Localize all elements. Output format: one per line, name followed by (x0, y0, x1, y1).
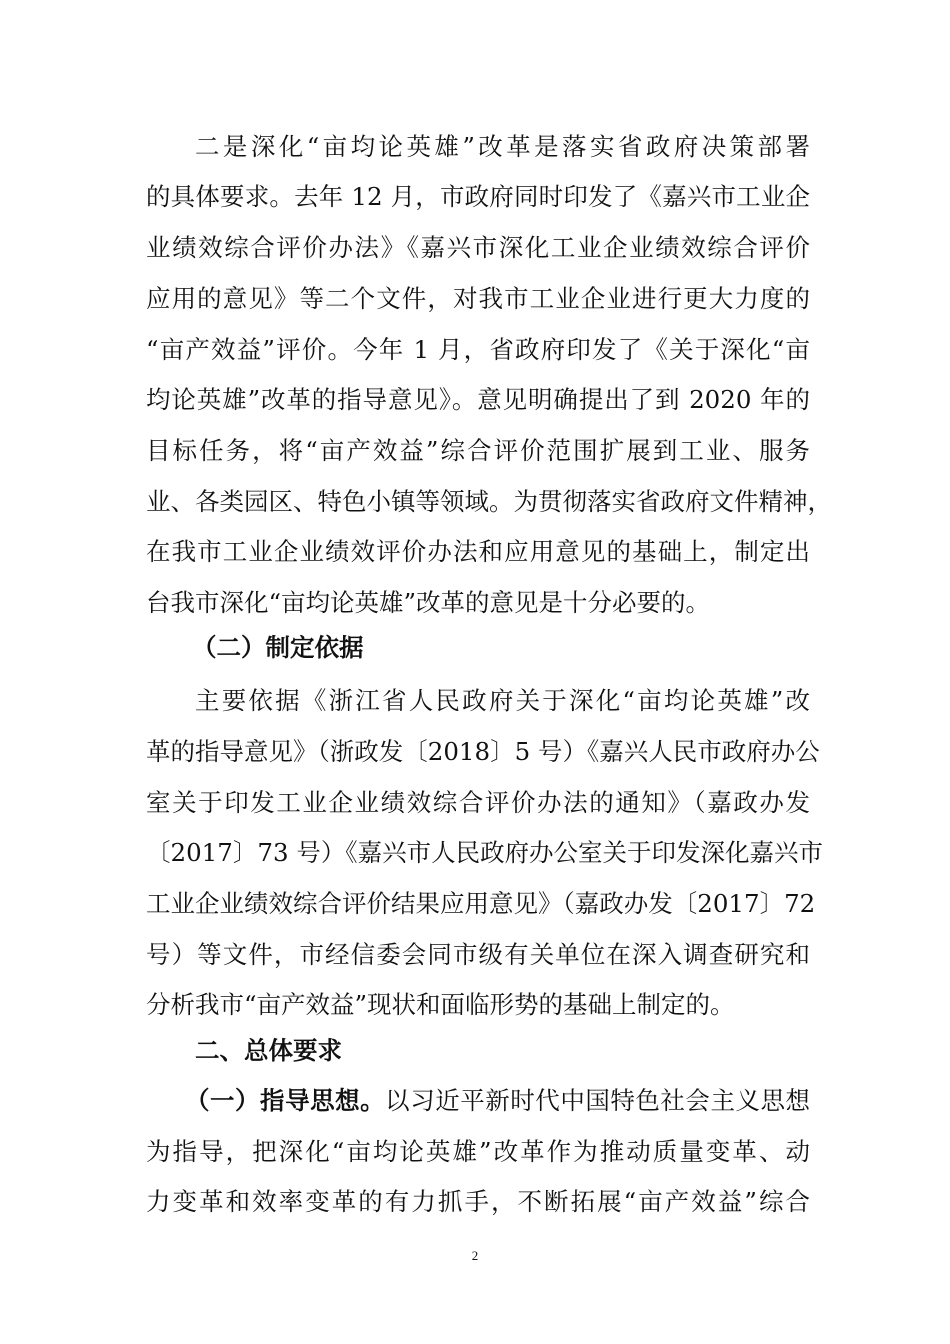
paragraph-line: 的具体要求。去年 12 月，市政府同时印发了《嘉兴市工业企 (146, 182, 810, 211)
paragraph-line: 革的指导意见》（浙政发〔2018〕5 号）《嘉兴人民市政府办公 (146, 737, 820, 766)
paragraph-line: 室关于印发工业企业绩效综合评价办法的通知》（嘉政办发 (146, 788, 810, 817)
chapter-heading: 二、总体要求 (195, 1036, 342, 1065)
paragraph-line (185, 1084, 810, 1118)
paragraph-line: 业绩效综合评价办法》《嘉兴市深化工业企业绩效综合评价 (146, 233, 810, 262)
paragraph-line: 在我市工业企业绩效评价办法和应用意见的基础上，制定出 (146, 537, 810, 566)
paragraph-line: 台我市深化“亩均论英雄”改革的意见是十分必要的。 (146, 588, 711, 617)
section-heading: （二）制定依据 (192, 633, 364, 662)
paragraph-text: 以习近平新时代中国特色社会主义思想 (385, 1086, 811, 1115)
paragraph-line: 应用的意见》等二个文件，对我市工业企业进行更大力度的 (146, 284, 810, 313)
paragraph-line: 主要依据《浙江省人民政府关于深化“亩均论英雄”改 (195, 686, 810, 715)
paragraph-line: 〔2017〕73 号）《嘉兴市人民政府办公室关于印发深化嘉兴市 (146, 838, 824, 867)
paragraph-line: 分析我市“亩产效益”现状和面临形势的基础上制定的。 (146, 990, 735, 1019)
paragraph-line: 为指导，把深化“亩均论英雄”改革作为推动质量变革、动 (146, 1137, 810, 1166)
paragraph-line: 均论英雄”改革的指导意见》。意见明确提出了到 2020 年的 (146, 385, 810, 414)
paragraph-line: 二是深化“亩均论英雄”改革是落实省政府决策部署 (195, 132, 810, 161)
paragraph-line: 业、各类园区、特色小镇等领域。为贯彻落实省政府文件精神， (146, 487, 832, 516)
paragraph-line: 号）等文件，市经信委会同市级有关单位在深入调查研究和 (146, 940, 810, 969)
paragraph-line: 目标任务，将“亩产效益”综合评价范围扩展到工业、服务 (146, 436, 810, 465)
paragraph-line: 工业企业绩效综合评价结果应用意见》（嘉政办发〔2017〕72 (146, 889, 816, 918)
inline-bold-lead: （一）指导思想。 (185, 1086, 386, 1115)
paragraph-line: 力变革和效率变革的有力抓手，不断拓展“亩产效益”综合 (146, 1187, 810, 1216)
page-number: 2 (471, 1248, 479, 1263)
paragraph-line: “亩产效益”评价。今年 1 月，省政府印发了《关于深化“亩 (146, 335, 810, 364)
